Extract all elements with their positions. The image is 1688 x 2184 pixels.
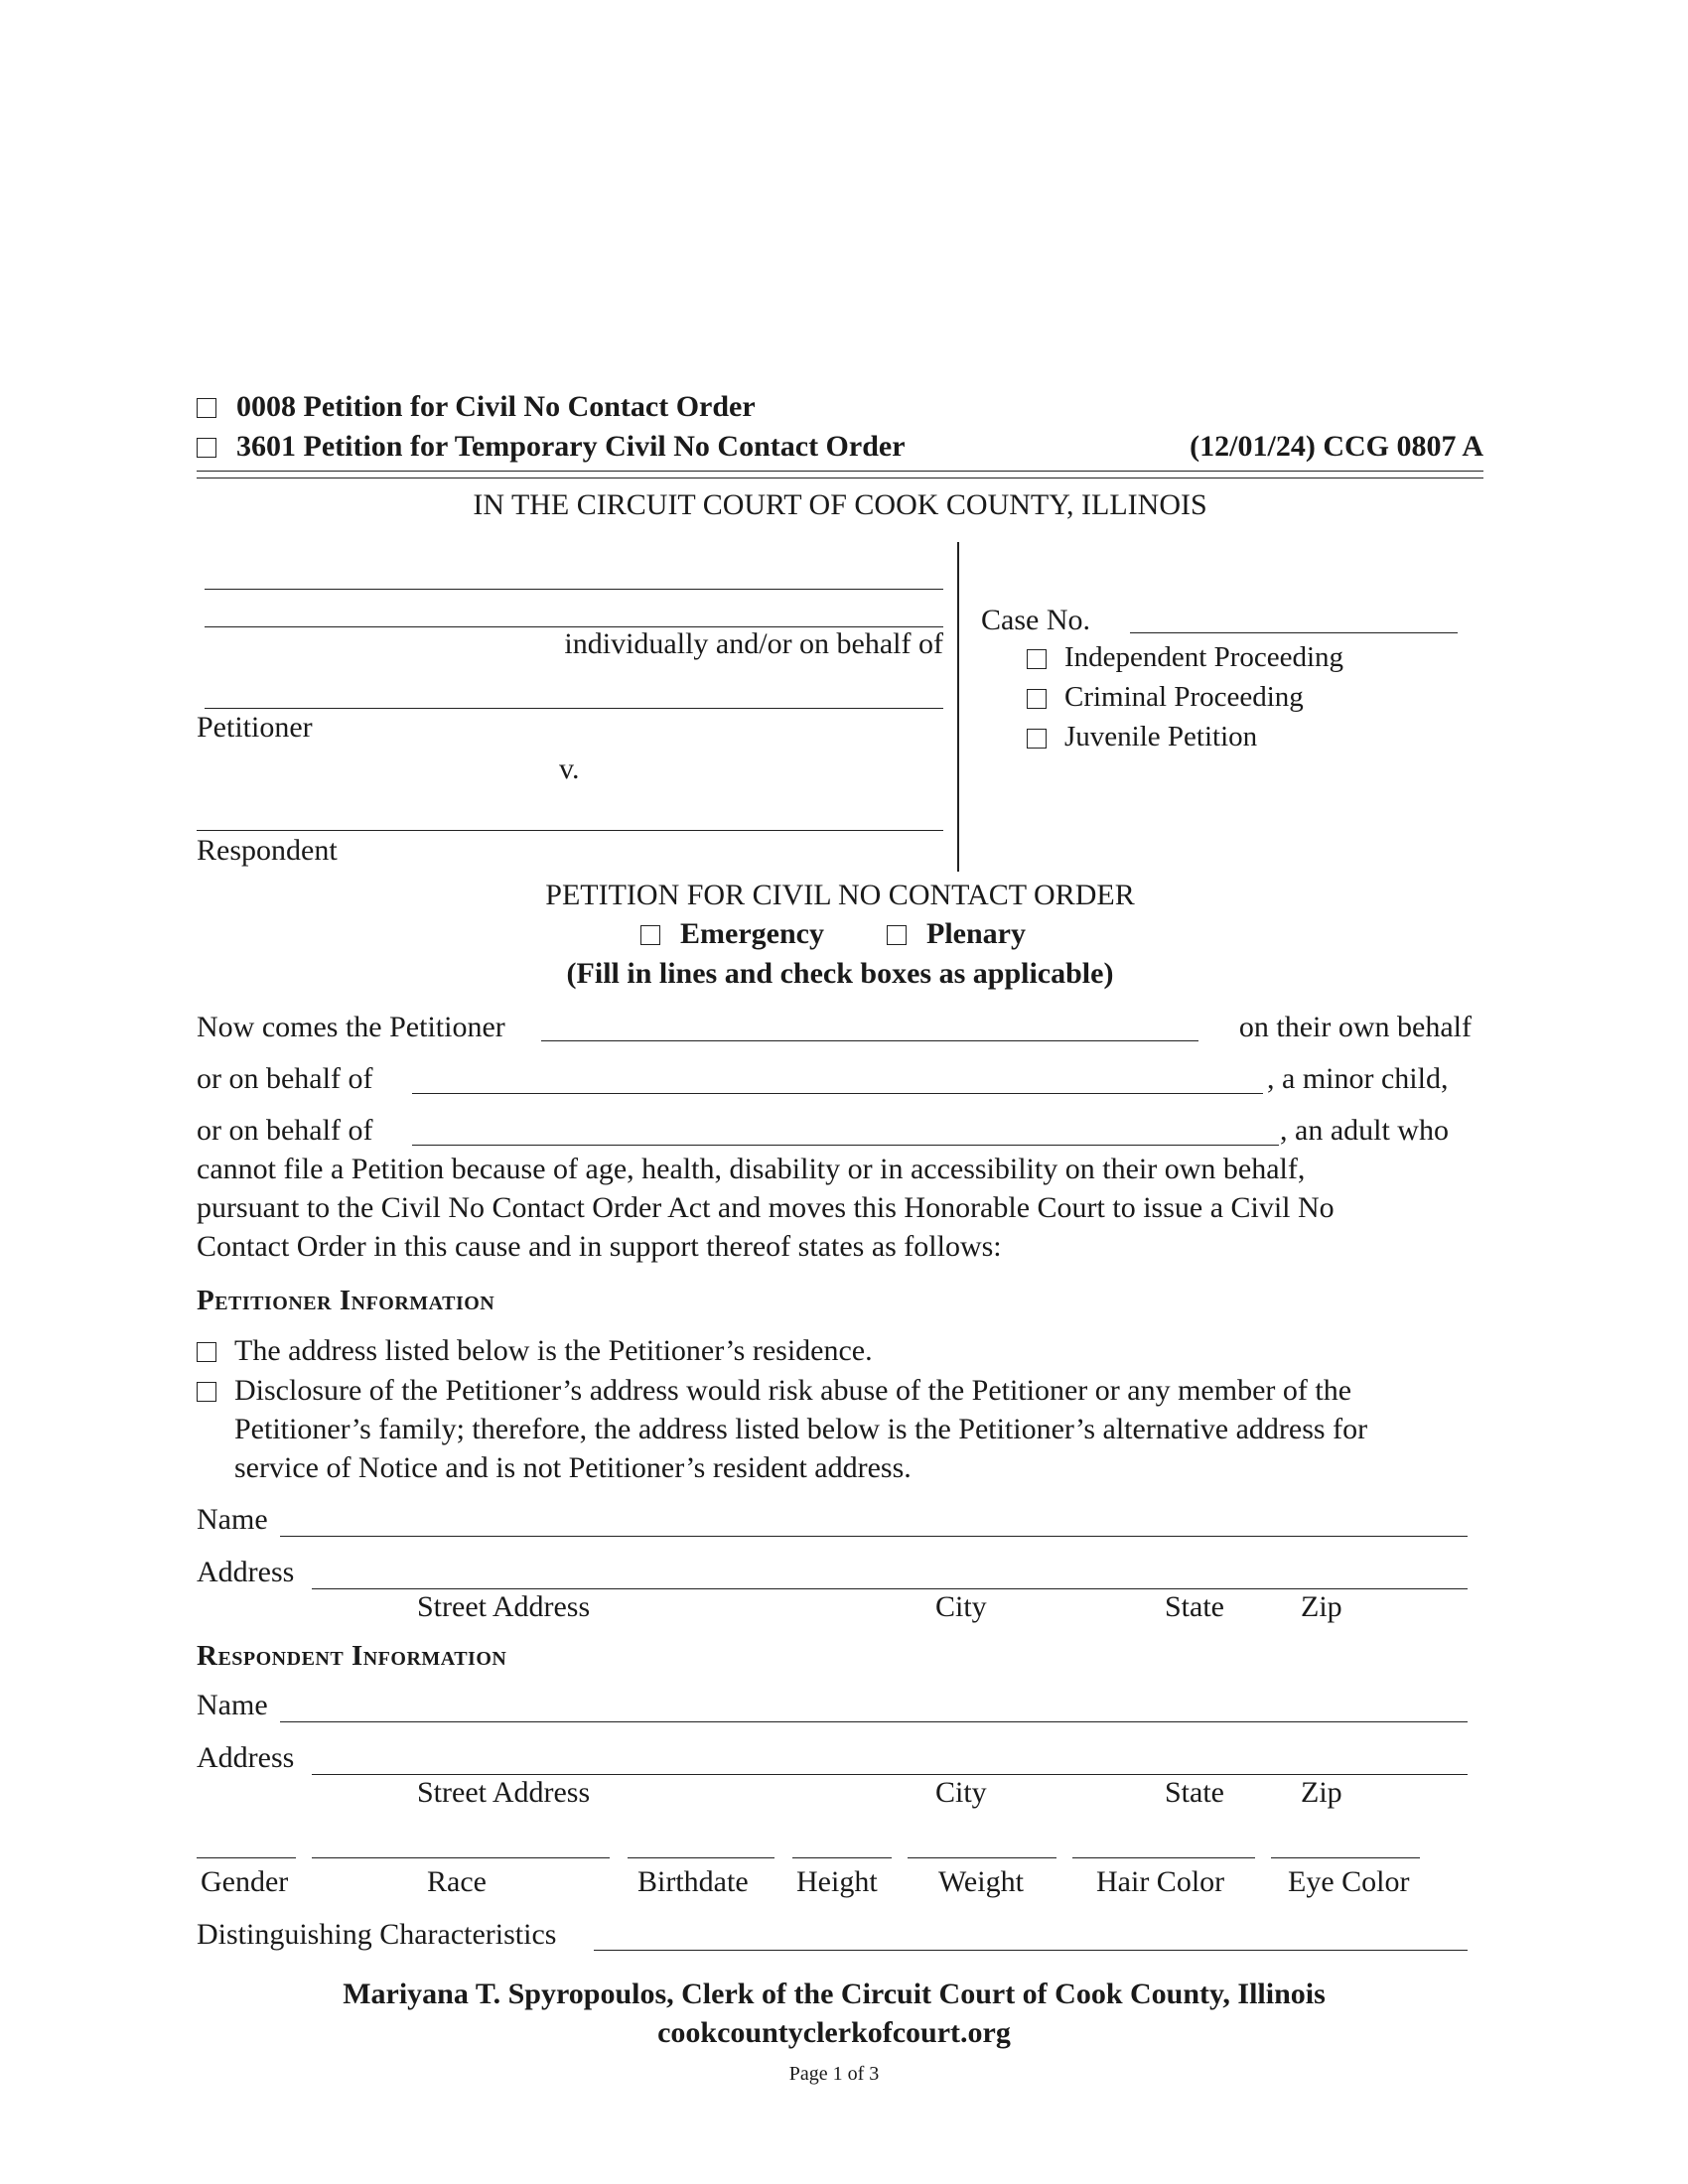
race-input[interactable]: [312, 1857, 610, 1858]
birthdate-input[interactable]: [628, 1857, 774, 1858]
minor-behalf-label: or on behalf of: [197, 1062, 373, 1095]
height-input[interactable]: [792, 1857, 892, 1858]
petition-title: PETITION FOR CIVIL NO CONTACT ORDER: [545, 879, 1135, 911]
form-3601-checkbox[interactable]: [197, 438, 216, 458]
page-number: Page 1 of 3: [788, 2063, 880, 2085]
court-title: IN THE CIRCUIT COURT OF COOK COUNTY, ILLINOIS: [473, 488, 1207, 521]
behalf-of-line[interactable]: [205, 708, 943, 709]
petitioner-state-label: State: [1165, 1590, 1224, 1623]
petitioner-zip-label: Zip: [1301, 1590, 1342, 1623]
hair-color-label: Hair Color: [1096, 1865, 1225, 1898]
criminal-proceeding-label: Criminal Proceeding: [1064, 681, 1304, 713]
weight-input[interactable]: [908, 1857, 1056, 1858]
juvenile-petition-label: Juvenile Petition: [1064, 721, 1258, 752]
respondent-address-input[interactable]: [312, 1774, 1468, 1775]
adult-behalf-label: or on behalf of: [197, 1114, 373, 1147]
juvenile-petition-checkbox[interactable]: [1027, 729, 1047, 749]
plenary-checkbox[interactable]: [887, 925, 907, 945]
eye-color-label: Eye Color: [1288, 1865, 1410, 1898]
petitioner-name-label: Name: [197, 1503, 268, 1536]
race-label: Race: [427, 1865, 487, 1898]
respondent-label: Respondent: [197, 834, 338, 867]
alternative-address-line-2: Petitioner’s family; therefore, the address listed below is the Petitioner’s alternative address for: [234, 1413, 1368, 1445]
petitioner-info-heading: Petitioner Information: [197, 1285, 495, 1316]
versus-label: v.: [559, 752, 580, 785]
respondent-name-label: Name: [197, 1689, 268, 1721]
petitioner-address-input[interactable]: [312, 1588, 1468, 1589]
birthdate-label: Birthdate: [637, 1865, 749, 1898]
case-no-label: Case No.: [981, 604, 1090, 636]
respondent-address-label: Address: [197, 1741, 295, 1774]
minor-child-field[interactable]: [412, 1093, 1263, 1094]
caption-divider: [957, 542, 959, 872]
form-id: (12/01/24) CCG 0807 A: [1190, 430, 1483, 463]
petitioner-address-label: Address: [197, 1556, 295, 1588]
height-label: Height: [796, 1865, 878, 1898]
form-3601-label: 3601 Petition for Temporary Civil No Contact Order: [236, 430, 906, 463]
header-rule-top: [197, 471, 1483, 472]
respondent-line[interactable]: [197, 830, 943, 831]
gender-label: Gender: [201, 1865, 289, 1898]
now-comes-label: Now comes the Petitioner: [197, 1011, 505, 1043]
respondent-state-label: State: [1165, 1776, 1224, 1809]
petitioner-city-label: City: [935, 1590, 987, 1623]
alternative-address-line-3: service of Notice and is not Petitioner’s resident address.: [234, 1451, 912, 1484]
alternative-address-checkbox[interactable]: [197, 1382, 216, 1402]
website-link[interactable]: cookcountyclerkofcourt.org: [657, 2016, 1011, 2049]
residence-address-checkbox[interactable]: [197, 1342, 216, 1362]
body-text-line-1: cannot file a Petition because of age, health, disability or in accessibility on their own behalf,: [197, 1153, 1306, 1185]
alternative-address-line-1: Disclosure of the Petitioner’s address would risk abuse of the Petitioner or any member of the: [234, 1374, 1352, 1407]
case-no-field[interactable]: [1130, 632, 1458, 633]
petitioner-name-field[interactable]: [541, 1040, 1198, 1041]
respondent-name-input[interactable]: [280, 1721, 1468, 1722]
own-behalf-label: on their own behalf: [1238, 1011, 1472, 1043]
petitioner-name-input[interactable]: [280, 1536, 1468, 1537]
gender-input[interactable]: [197, 1857, 296, 1858]
independent-proceeding-label: Independent Proceeding: [1064, 641, 1344, 673]
independent-proceeding-checkbox[interactable]: [1027, 649, 1047, 669]
petitioner-line-1[interactable]: [205, 589, 943, 590]
behalf-label: individually and/or on behalf of: [564, 627, 943, 660]
weight-label: Weight: [938, 1865, 1024, 1898]
adult-who-label: , an adult who: [1280, 1114, 1449, 1147]
hair-color-input[interactable]: [1072, 1857, 1255, 1858]
form-0008-checkbox[interactable]: [197, 398, 216, 418]
clerk-name: Mariyana T. Spyropoulos, Clerk of the Circuit Court of Cook County, Illinois: [343, 1978, 1326, 2010]
emergency-checkbox[interactable]: [640, 925, 660, 945]
petitioner-street-label: Street Address: [417, 1590, 591, 1623]
emergency-label: Emergency: [680, 917, 824, 950]
respondent-zip-label: Zip: [1301, 1776, 1342, 1809]
adult-name-field[interactable]: [412, 1145, 1279, 1146]
fill-in-instruction: (Fill in lines and check boxes as applicable): [566, 957, 1114, 990]
body-text-line-2: pursuant to the Civil No Contact Order Act and moves this Honorable Court to issue a Civil No: [197, 1191, 1335, 1224]
petitioner-label: Petitioner: [197, 711, 313, 744]
distinguishing-label: Distinguishing Characteristics: [197, 1918, 557, 1951]
form-0008-label: 0008 Petition for Civil No Contact Order: [236, 390, 756, 423]
criminal-proceeding-checkbox[interactable]: [1027, 689, 1047, 709]
plenary-label: Plenary: [926, 917, 1026, 950]
residence-address-label: The address listed below is the Petitioner’s residence.: [234, 1334, 873, 1367]
respondent-street-label: Street Address: [417, 1776, 591, 1809]
eye-color-input[interactable]: [1271, 1857, 1420, 1858]
body-text-line-3: Contact Order in this cause and in support thereof states as follows:: [197, 1230, 1002, 1263]
respondent-city-label: City: [935, 1776, 987, 1809]
respondent-info-heading: Respondent Information: [197, 1640, 507, 1672]
distinguishing-input[interactable]: [594, 1950, 1468, 1951]
minor-child-label: , a minor child,: [1267, 1062, 1449, 1095]
